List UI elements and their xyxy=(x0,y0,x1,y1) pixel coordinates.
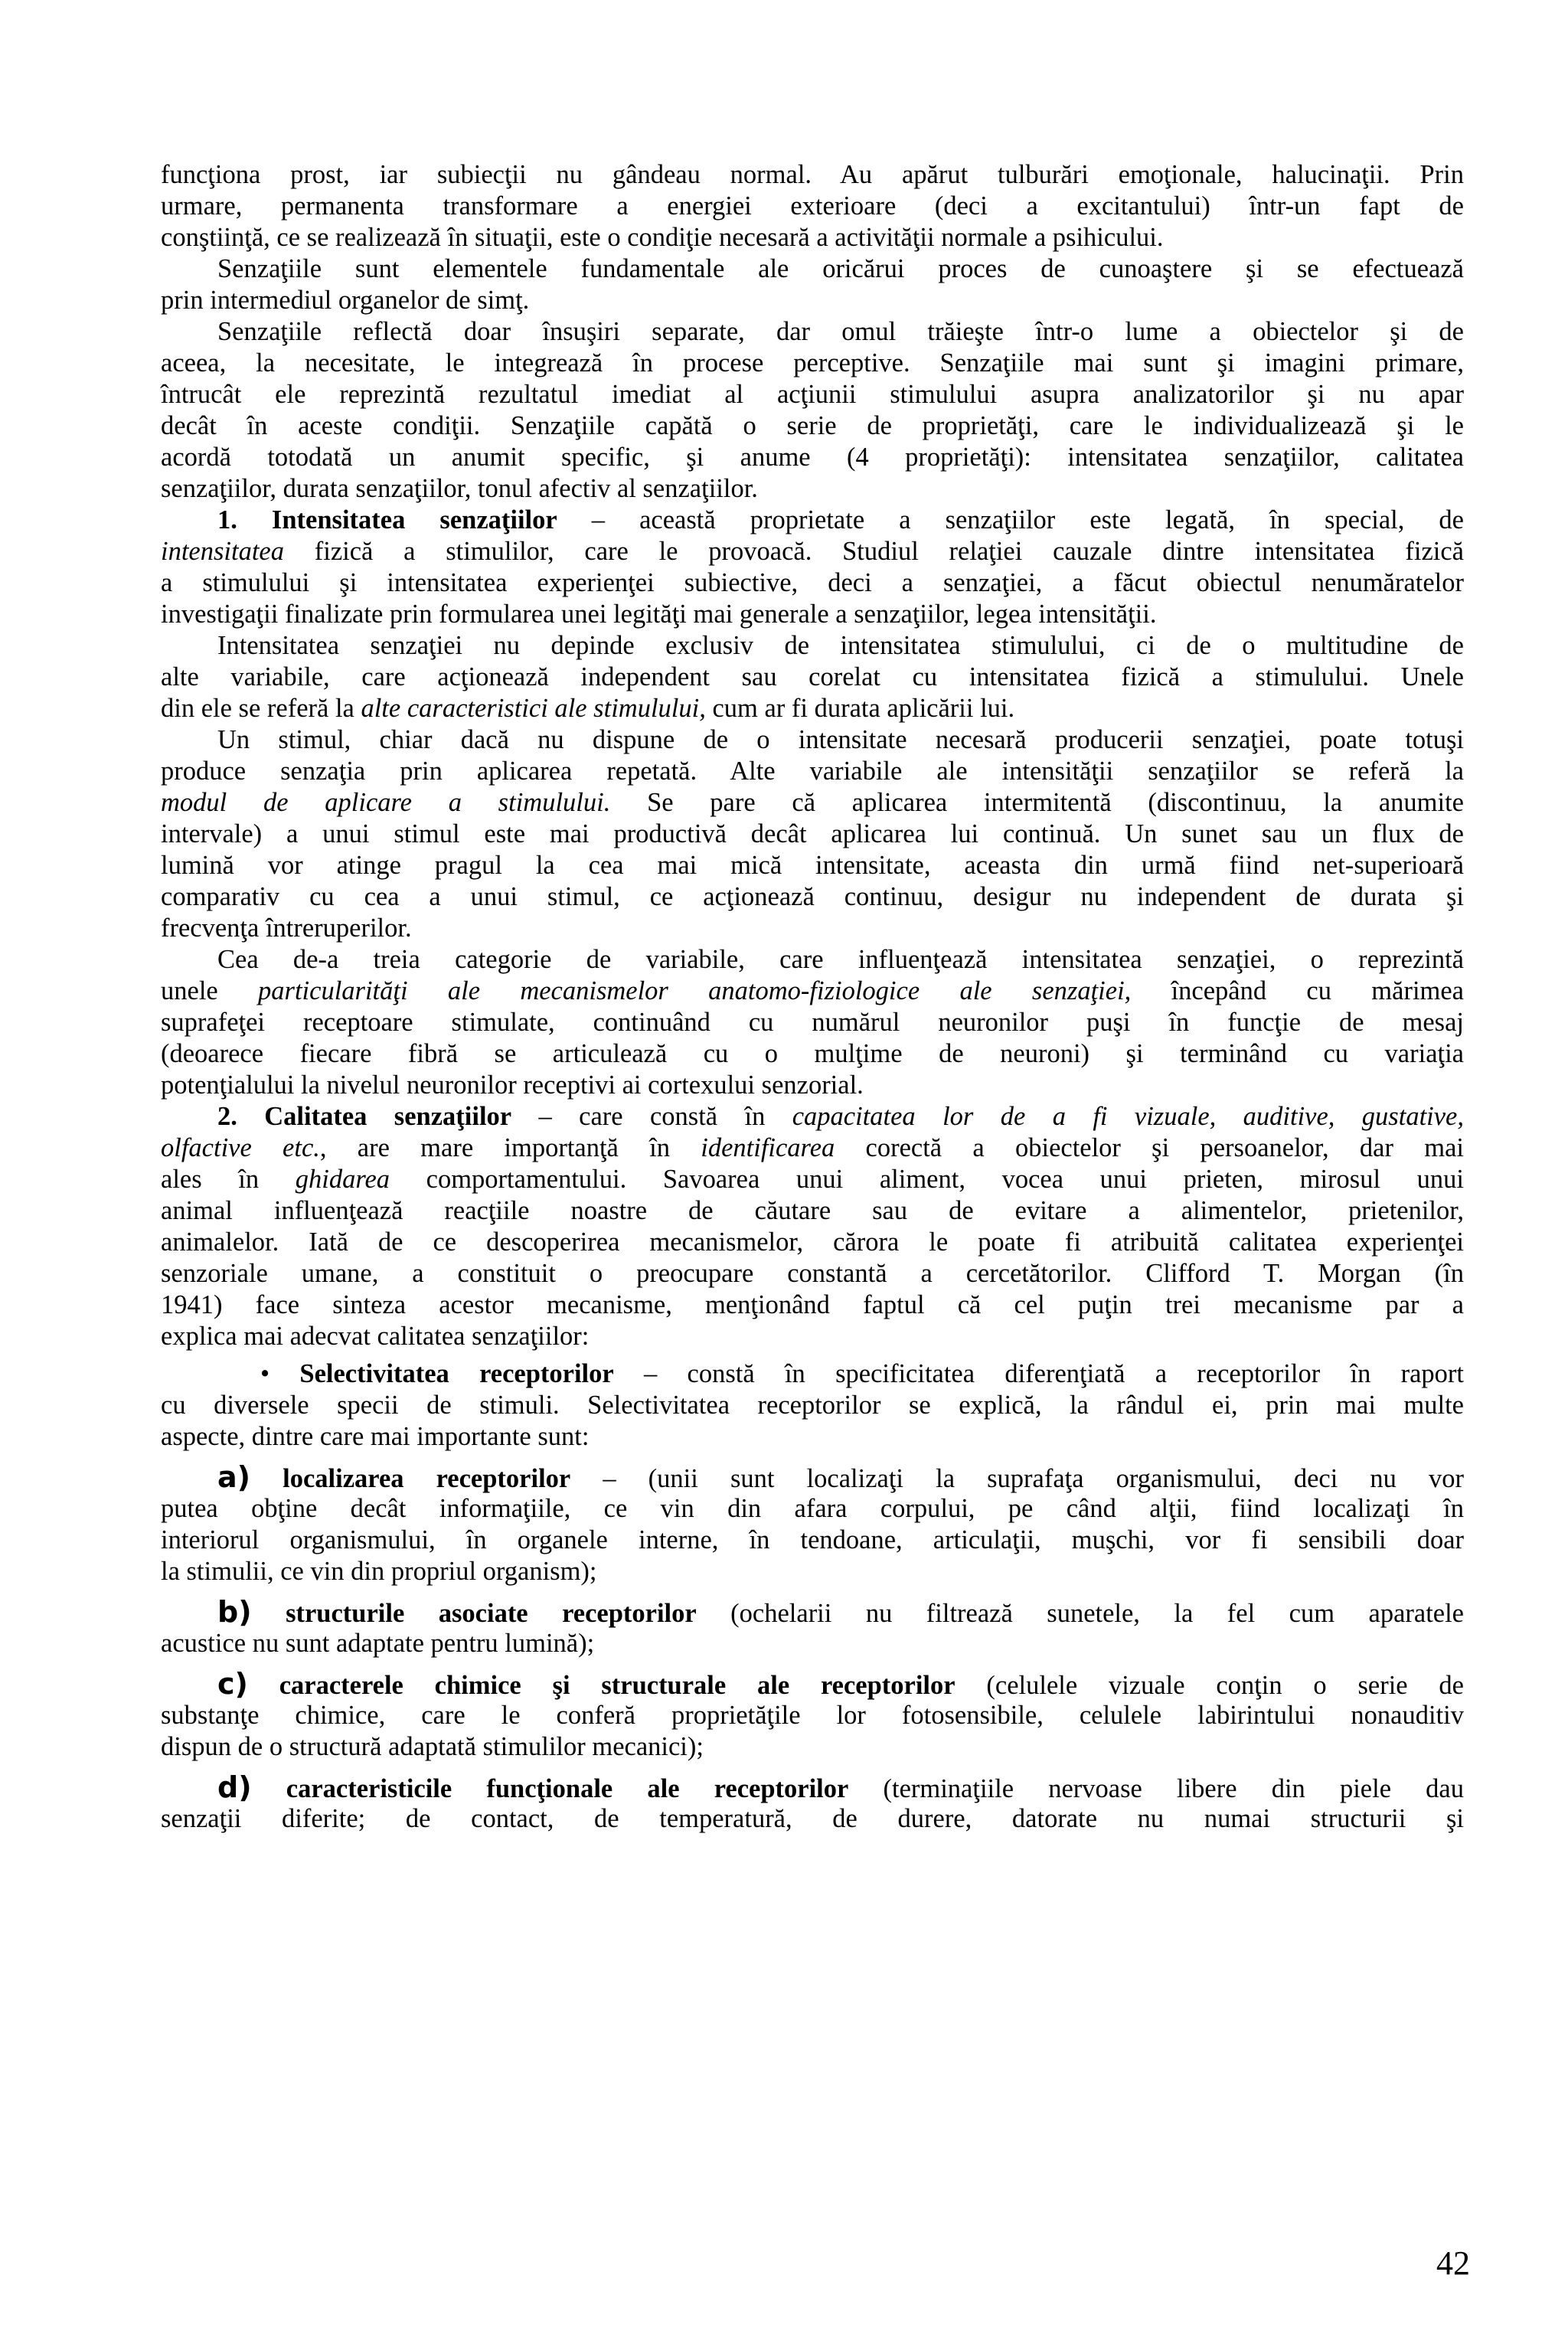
text-line: intensitatea fizică a stimulilor, care le provoacă. Studiul relaţiei cauzale dintre intensitatea fizică xyxy=(161,537,1464,566)
list-item-c xyxy=(161,1669,1464,1763)
text-line: comparativ cu cea a unui stimul, ce acţionează continuu, desigur nu independent de durata şi xyxy=(161,882,1464,911)
item-heading: localizarea receptorilor xyxy=(283,1464,571,1493)
text-line: animalelor. Iată de ce descoperirea mecanismelor, cărora le poate fi atribuită calitatea experienţei xyxy=(161,1227,1464,1257)
text-line: Intensitatea senzaţiei nu depinde exclusiv de intensitatea stimulului, ci de o multitudine de xyxy=(217,631,1464,660)
bullet-icon: • xyxy=(260,1359,270,1388)
emphasis: capacitatea lor de a fi vizuale, auditive, gustative, xyxy=(792,1102,1464,1131)
item-heading: caracterele chimice şi structurale ale receptorilor xyxy=(279,1671,956,1700)
text-line: aceea, la necesitate, le integrează în procese perceptive. Senzaţiile mai sunt şi imagini primare, xyxy=(161,348,1464,378)
text-line: senzaţii diferite; de contact, de temperatură, de durere, datorate nu numai structurii şi xyxy=(161,1804,1464,1833)
page-number: 42 xyxy=(1436,2244,1470,2282)
list-item-b xyxy=(161,1597,1464,1659)
section-quality xyxy=(161,1101,1464,1352)
text-line: intervale) a unui stimul este mai productivă decât aplicarea lui continuă. Un sunet sau un flux de xyxy=(161,819,1464,848)
text-line: putea obţine decât informaţiile, ce vin din afara corpului, pe când alţii, fiind localizaţi în xyxy=(161,1494,1464,1523)
text-line: senzoriale umane, a constituit o preocupare constantă a cercetătorilor. Clifford T. Morgan (în xyxy=(161,1259,1464,1288)
list-label: d) xyxy=(217,1770,252,1804)
text-line: dispun de o structură adaptată stimulilor mecanici); xyxy=(161,1732,704,1761)
text-line: acordă totodată un anumit specific, şi anume (4 proprietăţi): intensitatea senzaţiilor, calitatea xyxy=(161,443,1464,472)
text-line: c) caracterele chimice şi structurale ale receptorilor (celulele vizuale conţin o serie de xyxy=(217,1667,1464,1701)
text-line: senzaţiilor, durata senzaţiilor, tonul afectiv al senzaţiilor. xyxy=(161,474,758,503)
item-heading: caracteristicile funcţionale ale receptorilor xyxy=(286,1774,849,1803)
list-label: b) xyxy=(217,1595,252,1629)
item-heading: Selectivitatea receptorilor xyxy=(299,1359,614,1388)
text-line: a) localizarea receptorilor – (unii sunt localizaţi la suprafaţa organismului, deci nu vor xyxy=(217,1460,1464,1494)
text-line: la stimulii, ce vin din propriul organism); xyxy=(161,1557,597,1586)
text-line: substanţe chimice, care le conferă proprietăţile lor fotosensibile, celulele labirintului nonauditiv xyxy=(161,1701,1464,1730)
text-line: lumină vor atinge pragul la cea mai mică intensitate, aceasta din urmă fiind net-superioară xyxy=(161,851,1464,880)
text-line: 1941) face sinteza acestor mecanisme, menţionând faptul că cel puţin trei mecanisme par a xyxy=(161,1290,1464,1319)
text-line: produce senzaţia prin aplicarea repetată. Alte variabile ale intensităţii senzaţiilor se referă la xyxy=(161,757,1464,786)
text-line: aspecte, dintre care mai importante sunt: xyxy=(161,1422,590,1451)
section-heading: 2. Calitatea senzaţiilor xyxy=(217,1102,512,1131)
text-line: din ele se referă la alte caracteristici ale stimulului, cum ar fi durata aplicării lui. xyxy=(161,694,1015,723)
emphasis: alte caracteristici ale stimulului, xyxy=(361,694,706,723)
text-line: a stimulului şi intensitatea experienţei subiective, deci a senzaţiei, a făcut obiectul nenumăratelor xyxy=(161,568,1464,597)
text-line: conştiinţă, ce se realizează în situaţii, este o condiţie necesară a activităţii normale a psihicului. xyxy=(161,223,1164,252)
text-line: decât în aceste condiţii. Senzaţiile capătă o serie de proprietăţi, care le individualizează şi le xyxy=(161,411,1464,440)
emphasis: intensitatea xyxy=(161,537,284,566)
bullet-item-selectivity xyxy=(161,1358,1464,1453)
text-line: (deoarece fiecare fibră se articulează cu o mulţime de neuroni) şi terminând cu variaţia xyxy=(161,1039,1464,1068)
text-line: cu diversele specii de stimuli. Selectivitatea receptorilor se explică, la rândul ei, prin mai multe xyxy=(161,1391,1464,1420)
text-line: alte variabile, care acţionează independent sau corelat cu intensitatea fizică a stimulului. Unele xyxy=(161,662,1464,691)
text-line: prin intermediul organelor de simţ. xyxy=(161,286,530,315)
text-line: Senzaţiile reflectă doar însuşiri separate, dar omul trăieşte într-o lume a obiectelor şi de xyxy=(217,317,1464,346)
text-line: modul de aplicare a stimulului. Se pare că aplicarea intermitentă (discontinuu, la anumite xyxy=(161,788,1464,817)
paragraph xyxy=(161,253,1464,316)
emphasis: identificarea xyxy=(701,1133,835,1162)
item-heading: structurile asociate receptorilor xyxy=(286,1599,697,1628)
text-line: • Selectivitatea receptorilor – constă în specificitatea diferenţiată a receptorilor în raport xyxy=(260,1359,1465,1388)
text-line: întrucât ele reprezintă rezultatul imediat al acţiunii stimulului asupra analizatorilor şi nu apar xyxy=(161,380,1464,409)
list-item-a xyxy=(161,1462,1464,1587)
text-line: frecvenţa întreruperilor. xyxy=(161,914,412,943)
text-line: Senzaţiile sunt elementele fundamentale ale oricărui proces de cunoaştere şi se efectuează xyxy=(217,254,1464,283)
document-page xyxy=(161,159,1464,1835)
text-line: b) structurile asociate receptorilor (ochelarii nu filtrează sunetele, la fel cum aparatele xyxy=(217,1595,1464,1629)
text-line: Un stimul, chiar dacă nu dispune de o intensitate necesară producerii senzaţiei, poate totuşi xyxy=(217,725,1464,754)
paragraph xyxy=(161,316,1464,505)
list-label: a) xyxy=(217,1460,251,1494)
emphasis: olfactive etc. xyxy=(161,1133,320,1162)
text-line: investigaţii finalizate prin formularea unei legităţi mai generale a senzaţiilor, legea intensităţii. xyxy=(161,600,1157,629)
text-line: 1. Intensitatea senzaţiilor – această proprietate a senzaţiilor este legată, în special, de xyxy=(217,505,1464,534)
text-line: ales în ghidarea comportamentului. Savoarea unui aliment, vocea unui prieten, mirosul unui xyxy=(161,1165,1464,1194)
paragraph xyxy=(161,159,1464,253)
text-line: interiorul organismului, în organele interne, în tendoane, articulaţii, muşchi, vor fi sensibili doar xyxy=(161,1525,1464,1554)
text-line: urmare, permanenta transformare a energiei exterioare (deci a excitantului) într-un fapt de xyxy=(161,191,1464,221)
text-line: explica mai adecvat calitatea senzaţiilor: xyxy=(161,1322,590,1351)
paragraph xyxy=(161,944,1464,1101)
emphasis: particularităţi ale mecanismelor anatomo-fiziologice ale senzaţiei, xyxy=(258,976,1132,1005)
text-line: potenţialului la nivelul neuronilor receptivi ai cortexului senzorial. xyxy=(161,1071,864,1100)
text-line: d) caracteristicile funcţionale ale receptorilor (terminaţiile nervoase libere din piele dau xyxy=(217,1770,1464,1804)
text-line: olfactive etc., are mare importanţă în identificarea corectă a obiectelor şi persoanelor, dar mai xyxy=(161,1133,1464,1162)
section-heading: 1. Intensitatea senzaţiilor xyxy=(217,505,557,534)
emphasis: modul de aplicare a stimulului. xyxy=(161,788,611,817)
paragraph xyxy=(161,630,1464,724)
text-line: suprafeţei receptoare stimulate, continuând cu numărul neuronilor puşi în funcţie de mesaj xyxy=(161,1008,1464,1037)
text-line: animal influenţează reacţiile noastre de căutare sau de evitare a alimentelor, prietenilor, xyxy=(161,1196,1464,1225)
list-label: c) xyxy=(217,1667,248,1701)
text-line: acustice nu sunt adaptate pentru lumină); xyxy=(161,1629,595,1658)
text-line: unele particularităţi ale mecanismelor anatomo-fiziologice ale senzaţiei, începând cu mărimea xyxy=(161,976,1464,1005)
emphasis: ghidarea xyxy=(295,1165,390,1194)
section-intensity xyxy=(161,505,1464,630)
text-line: funcţiona prost, iar subiecţii nu gândeau normal. Au apărut tulburări emoţionale, halucinaţii. Prin xyxy=(161,160,1464,189)
text-line: Cea de-a treia categorie de variabile, care influenţează intensitatea senzaţiei, o reprezintă xyxy=(217,945,1464,974)
list-item-d xyxy=(161,1772,1464,1835)
paragraph xyxy=(161,724,1464,944)
text-line: 2. Calitatea senzaţiilor – care constă în capacitatea lor de a fi vizuale, auditive, gustative, xyxy=(217,1102,1464,1131)
